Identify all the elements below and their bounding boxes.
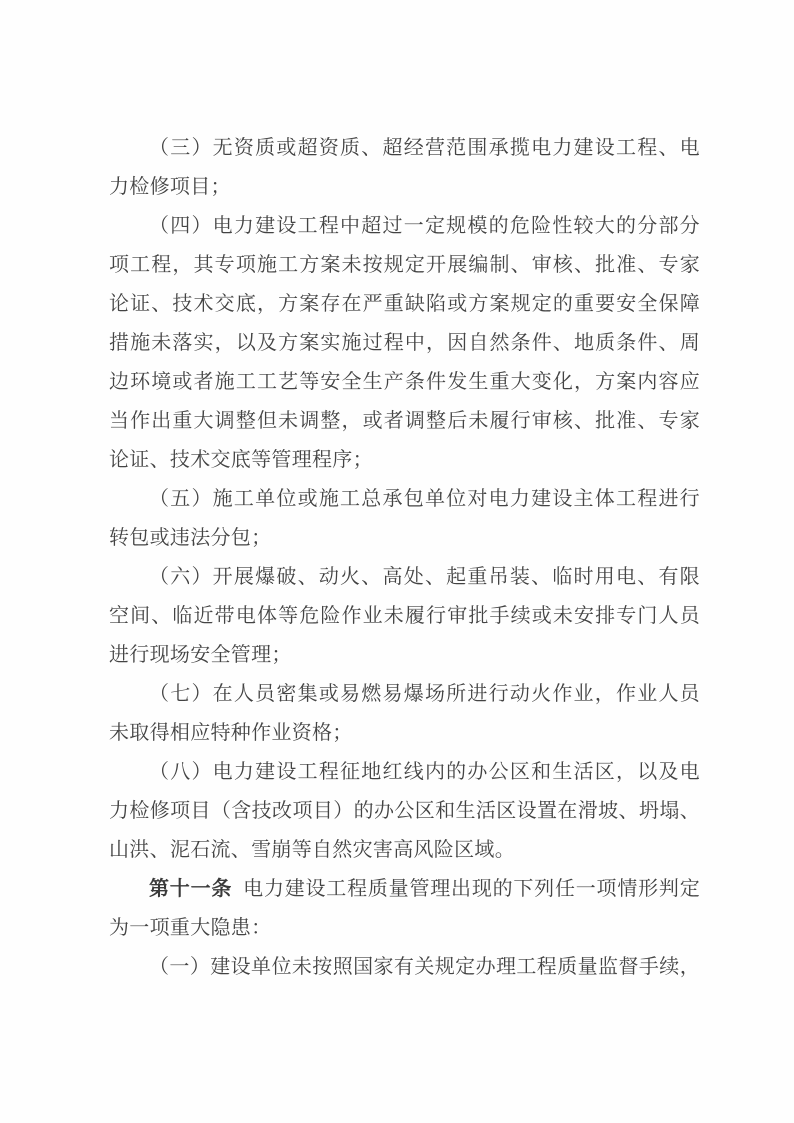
text-line: （七）在人员密集或易燃易爆场所进行动火作业，作业人员 xyxy=(149,683,700,705)
text-line: 边环境或者施工工艺等安全生产条件发生重大变化，方案内容应 xyxy=(109,371,700,393)
text-line: 项工程，其专项施工方案未按规定开展编制、审核、批准、专家 xyxy=(109,254,700,276)
text-line: 转包或违法分包； xyxy=(109,527,272,549)
text-line xyxy=(109,870,700,909)
text-line: （一）建设单位未按照国家有关规定办理工程质量监督手续， xyxy=(149,956,700,978)
text-line: 为一项重大隐患： xyxy=(109,917,272,939)
text-line: 空间、临近带电体等危险作业未履行审批手续或未安排专门人员 xyxy=(109,605,700,627)
text-line: （三）无资质或超资质、超经营范围承揽电力建设工程、电 xyxy=(149,137,700,159)
text-line: 当作出重大调整但未调整，或者调整后未履行审核、批准、专家 xyxy=(109,410,700,432)
text-line: 力检修项目； xyxy=(109,176,231,198)
text-line: 措施未落实，以及方案实施过程中，因自然条件、地质条件、周 xyxy=(109,332,700,354)
text-line: 论证、技术交底，方案存在严重缺陷或方案规定的重要安全保障 xyxy=(109,293,700,315)
article-number: 第十一条 xyxy=(149,878,233,900)
text-line: 进行现场安全管理； xyxy=(109,644,292,666)
text-line: 论证、技术交底等管理程序； xyxy=(109,449,373,471)
text-line: （五）施工单位或施工总承包单位对电力建设主体工程进行 xyxy=(149,488,700,510)
document-body xyxy=(109,129,700,987)
text-line: （八）电力建设工程征地红线内的办公区和生活区，以及电 xyxy=(149,761,700,783)
text-line: 力检修项目（含技改项目）的办公区和生活区设置在滑坡、坍塌、 xyxy=(109,800,700,822)
line-text: 电力建设工程质量管理出现的下列任一项情形判定 xyxy=(243,878,700,900)
text-line: （四）电力建设工程中超过一定规模的危险性较大的分部分 xyxy=(149,215,700,237)
text-line: （六）开展爆破、动火、高处、起重吊装、临时用电、有限 xyxy=(149,566,700,588)
text-line: 未取得相应特种作业资格； xyxy=(109,722,353,744)
text-line: 山洪、泥石流、雪崩等自然灾害高风险区域。 xyxy=(109,839,515,861)
